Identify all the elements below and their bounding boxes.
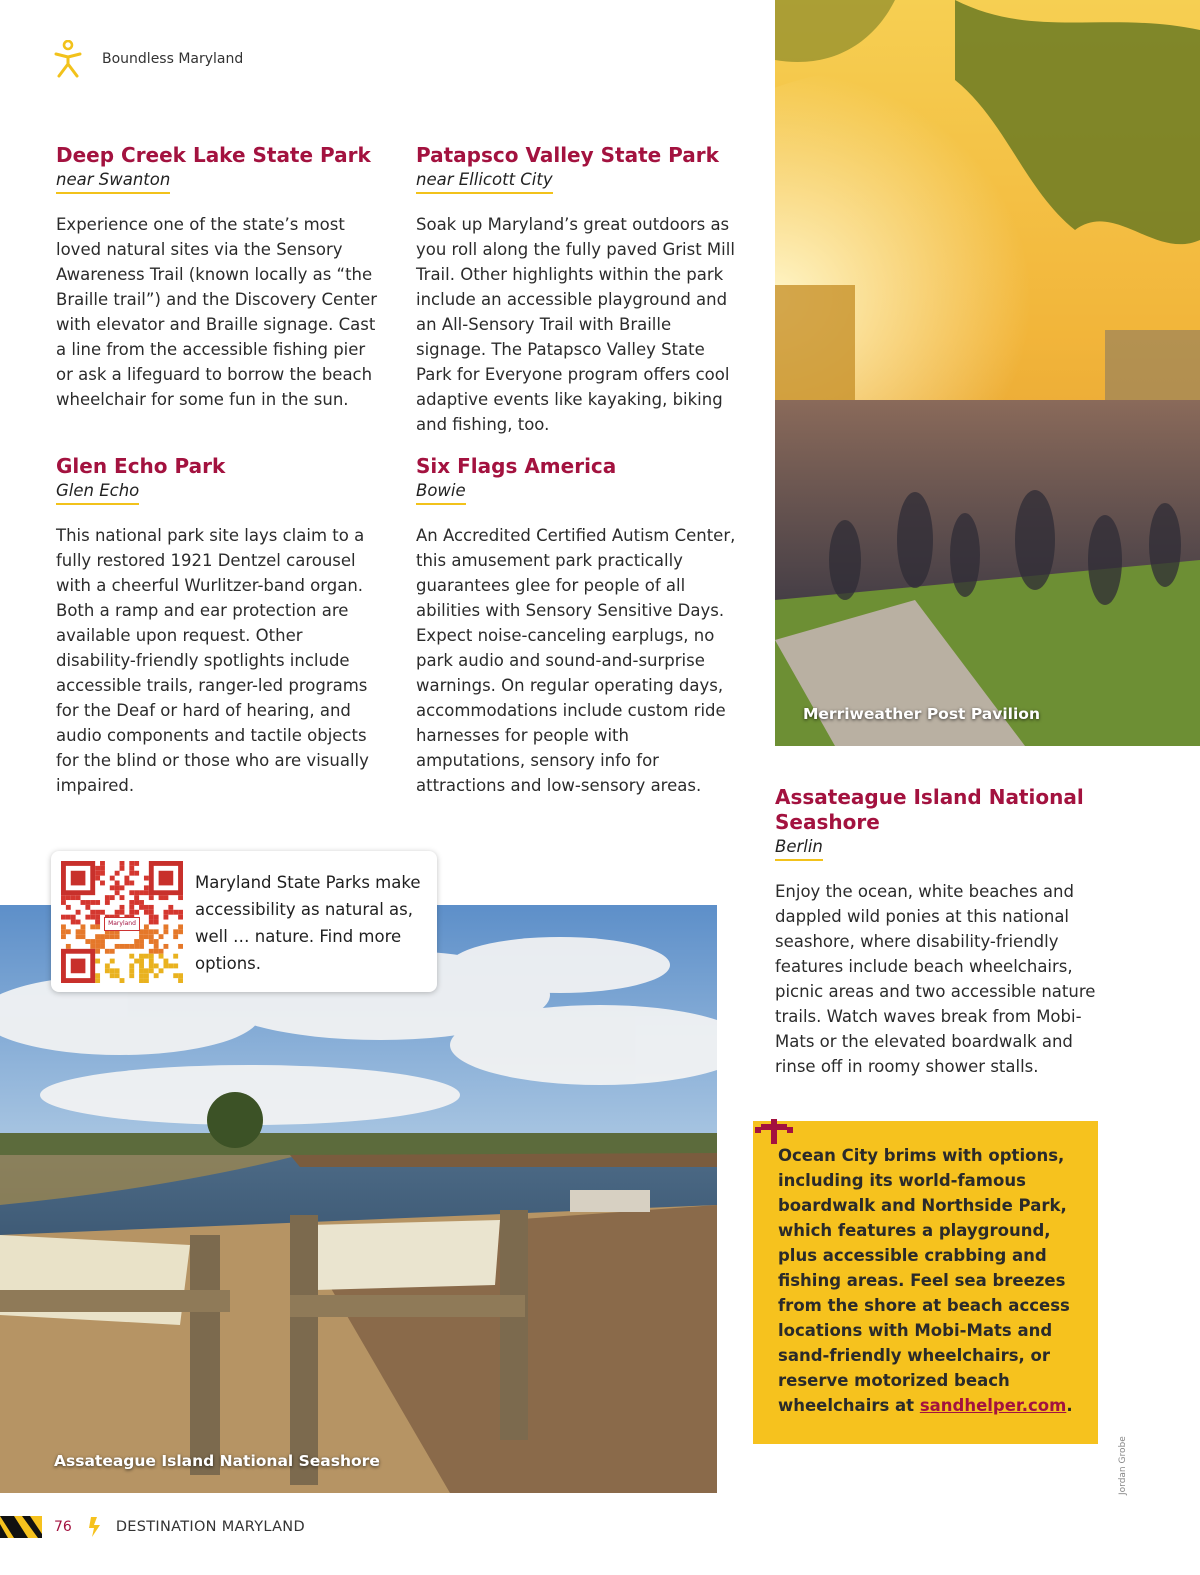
page-footer [0, 1515, 305, 1539]
entry-glen-echo [56, 454, 386, 798]
entry-body: Soak up Maryland’s great outdoors as you roll along the fully paved Grist Mill Trail. Other highlights within the park include an accessible playground and an All-Sensory Trail with Braille signage. The Patapsco Valley State Park for Everyone program offers cool adaptive events like kayaking, biking and fishing, too. [416, 215, 735, 434]
photo-credit: Jordan Grobe [1118, 1436, 1128, 1495]
sandhelper-link[interactable]: sandhelper.com [919, 1396, 1067, 1415]
entry-title: Assateague Island National Seashore [775, 785, 1084, 834]
entry-deep-creek [56, 143, 386, 412]
qr-card-text: Maryland State Parks make accessibility as natural as, well … nature. Find more options. [195, 873, 421, 973]
entry-body: Experience one of the state’s most loved natural sites via the Sensory Awareness Trail (known locally as “the Braille trail”) and the Discovery Center with elevator and Braille signage. Cast a line from the accessible fishing pier or ask a lifeguard to borrow the beach wheelchair for some fun in the sun. [56, 215, 378, 409]
entry-location: near Swanton [56, 169, 170, 194]
callout-period: . [1066, 1396, 1073, 1415]
entry-assateague [775, 785, 1105, 1079]
photo-caption: Assateague Island National Seashore [54, 1452, 380, 1470]
qr-card [51, 851, 437, 992]
entry-location: Bowie [416, 480, 466, 505]
lightning-logo-icon [88, 1517, 104, 1537]
qr-code[interactable] [61, 861, 183, 983]
entry-patapsco [416, 143, 741, 437]
qr-label: Maryland [104, 917, 140, 931]
callout-body: Ocean City brims with options, including its world-famous boardwalk and Northside Park, which features a playground, plus accessible crabbing and fishing areas. Feel sea breezes from the shore at beach access locations with Mobi-Mats and sand-friendly wheelchairs, or reserve motorized beach wheelchairs at [778, 1146, 1070, 1415]
page-header [54, 40, 243, 78]
maryland-flag-icon [0, 1516, 42, 1538]
entry-title: Deep Creek Lake State Park [56, 143, 371, 167]
concert-photo [775, 0, 1200, 746]
accessibility-person-icon [54, 40, 82, 78]
entry-six-flags [416, 454, 736, 798]
entry-location: near Ellicott City [416, 169, 553, 194]
entry-location: Glen Echo [56, 480, 139, 505]
ocean-city-callout [753, 1121, 1098, 1444]
entry-body: Enjoy the ocean, white beaches and dappled wild ponies at this national seashore, where disability-friendly features include beach wheelchairs, picnic areas and two accessible nature trails. Watch waves break from Mobi-Mats or the elevated boardwalk and rinse off in roomy shower stalls. [775, 882, 1096, 1076]
page-number: 76 [54, 1519, 72, 1535]
entry-title: Patapsco Valley State Park [416, 143, 719, 167]
entry-location: Berlin [775, 836, 823, 861]
entry-title: Six Flags America [416, 454, 617, 478]
magazine-name: DESTINATION MARYLAND [115, 1519, 305, 1535]
entry-title: Glen Echo Park [56, 454, 226, 478]
seashore-photo [0, 905, 717, 1493]
entry-body: This national park site lays claim to a fully restored 1921 Dentzel carousel with a cheerful Wurlitzer-band organ. Both a ramp and ear protection are available upon request. Other disability-friendly spotlights include accessible trails, ranger-led programs for the Deaf or hard of hearing, and audio components and tactile objects for the blind or those who are visually impaired. [56, 526, 369, 795]
entry-body: An Accredited Certified Autism Center, this amusement park practically guarantees glee for people of all abilities with Sensory Sensitive Days. Expect noise-canceling earplugs, no park audio and sound-and-surprise warnings. On regular operating days, accommodations include custom ride harnesses for people with amputations, sensory info for attractions and low-sensory areas. [416, 526, 736, 795]
callout-text [778, 1143, 1088, 1418]
section-title: Boundless Maryland [102, 51, 244, 67]
photo-caption: Merriweather Post Pavilion [803, 705, 1040, 723]
